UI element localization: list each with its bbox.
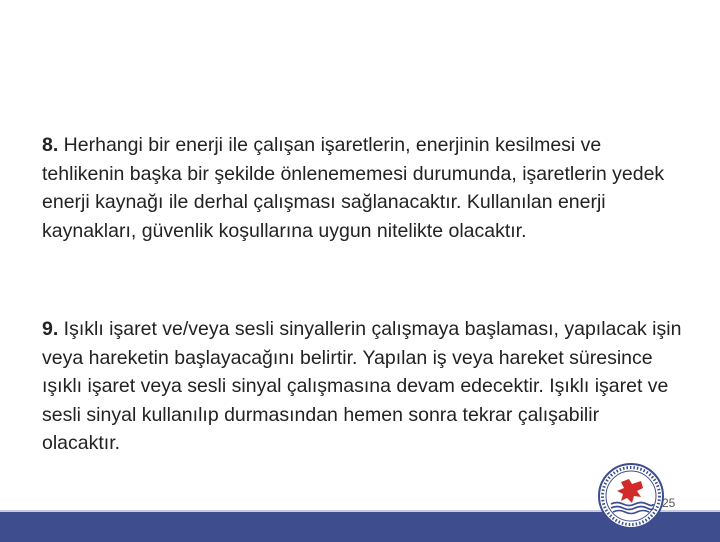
item-text: Herhangi bir enerji ile çalışan işaretlerin, enerjinin kesilmesi ve tehlikenin başka bir şekilde önlenememesi durumunda, işaretlerin yedek enerji kaynağı ile derhal çalışması sağlanacaktır. Kullanılan enerji kaynakları, güvenlik koşullarına uygun nitelikte olacaktır. <box>42 134 665 242</box>
paragraph-item-8 <box>42 131 682 245</box>
paragraph-item-9 <box>42 315 682 458</box>
university-emblem-icon <box>597 462 665 530</box>
item-number: 8. <box>42 134 59 156</box>
page-number: 25 <box>662 496 676 510</box>
item-text: Işıklı işaret ve/veya sesli sinyallerin çalışmaya başlaması, yapılacak işin veya hareketin başlayacağını belirtir. Yapılan iş veya hareket süresince ışıklı işaret veya sesli sinyal çalışmasına devam edecektir. Işıklı işaret ve sesli sinyal kullanılıp durmasından hemen sonra tekrar çalışabilir olacaktır. <box>42 318 682 454</box>
item-number: 9. <box>42 318 59 340</box>
